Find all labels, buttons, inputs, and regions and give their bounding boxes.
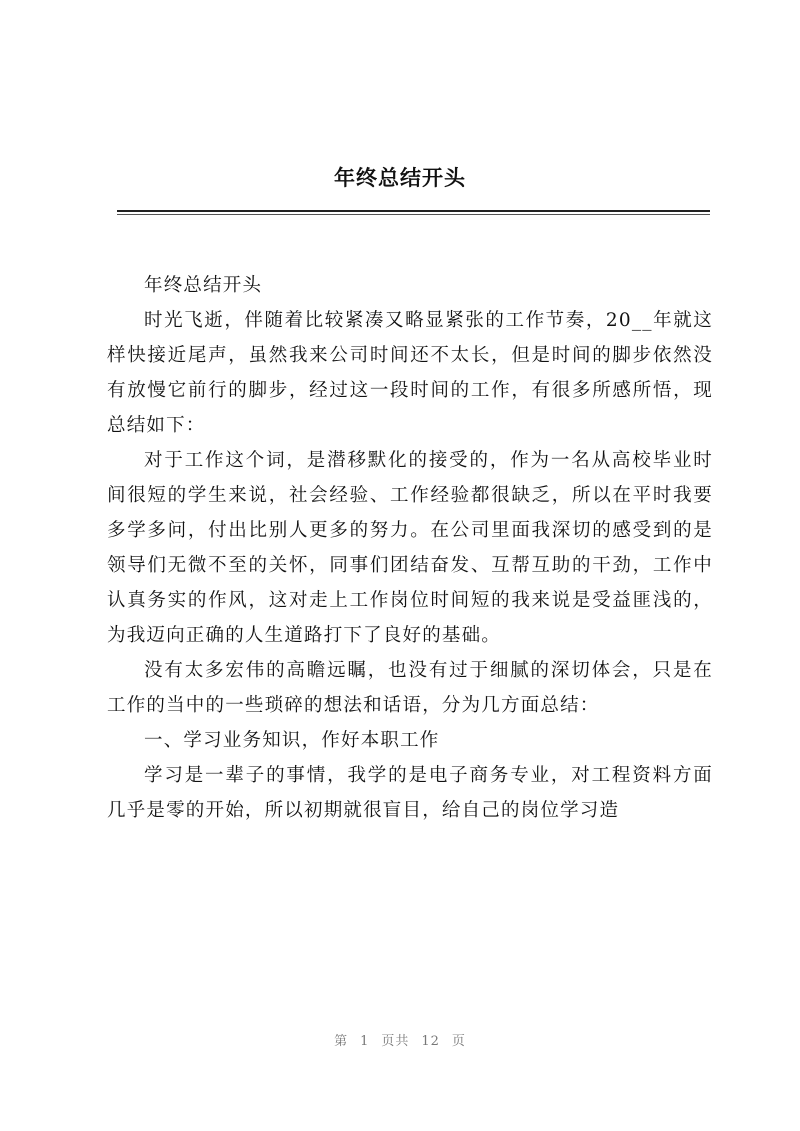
paragraph: 对于工作这个词，是潜移默化的接受的，作为一名从高校毕业时间很短的学生来说，社会经验、工作经验都很缺乏，所以在平时我要多学多问，付出比别人更多的努力。在公司里面我深切的感受到的是领导们无微不至的关怀，同事们团结奋发、互帮互助的干劲，工作中认真务实的作风，这对走上工作岗位时间短的我来说是受益匪浅的，为我迈向正确的人生道路打下了良好的基础。 xyxy=(107,450,713,646)
title-divider xyxy=(117,210,710,212)
footer-total-pages: 12 xyxy=(421,1034,440,1049)
footer-current-page: 1 xyxy=(360,1034,370,1049)
paragraph: 时光飞逝，伴随着比较紧凑又略显紧张的工作节奏，20__年就这样快接近尾声，虽然我来公司时间还不太长，但是时间的脚步依然没有放慢它前行的脚步，经过这一段时间的工作，有很多所感所悟，现总结如下： xyxy=(107,310,713,436)
footer-suffix: 页 xyxy=(451,1034,466,1049)
paragraph: 没有太多宏伟的高瞻远瞩，也没有过于细腻的深切体会，只是在工作的当中的一些琐碎的想法和话语，分为几方面总结： xyxy=(107,660,713,716)
page-title: 年终总结开头 xyxy=(334,166,466,190)
paragraph-heading: 年终总结开头 xyxy=(144,275,263,296)
document-body xyxy=(107,268,713,828)
footer-prefix: 第 xyxy=(334,1034,349,1049)
page-footer xyxy=(0,1030,800,1049)
footer-middle: 页共 xyxy=(381,1034,410,1049)
section-heading: 一、学习业务知识，作好本职工作 xyxy=(144,730,440,751)
paragraph: 学习是一辈子的事情，我学的是电子商务专业，对工程资料方面几乎是零的开始，所以初期就很盲目，给自己的岗位学习造 xyxy=(107,765,713,821)
title-divider-thin xyxy=(117,214,710,215)
